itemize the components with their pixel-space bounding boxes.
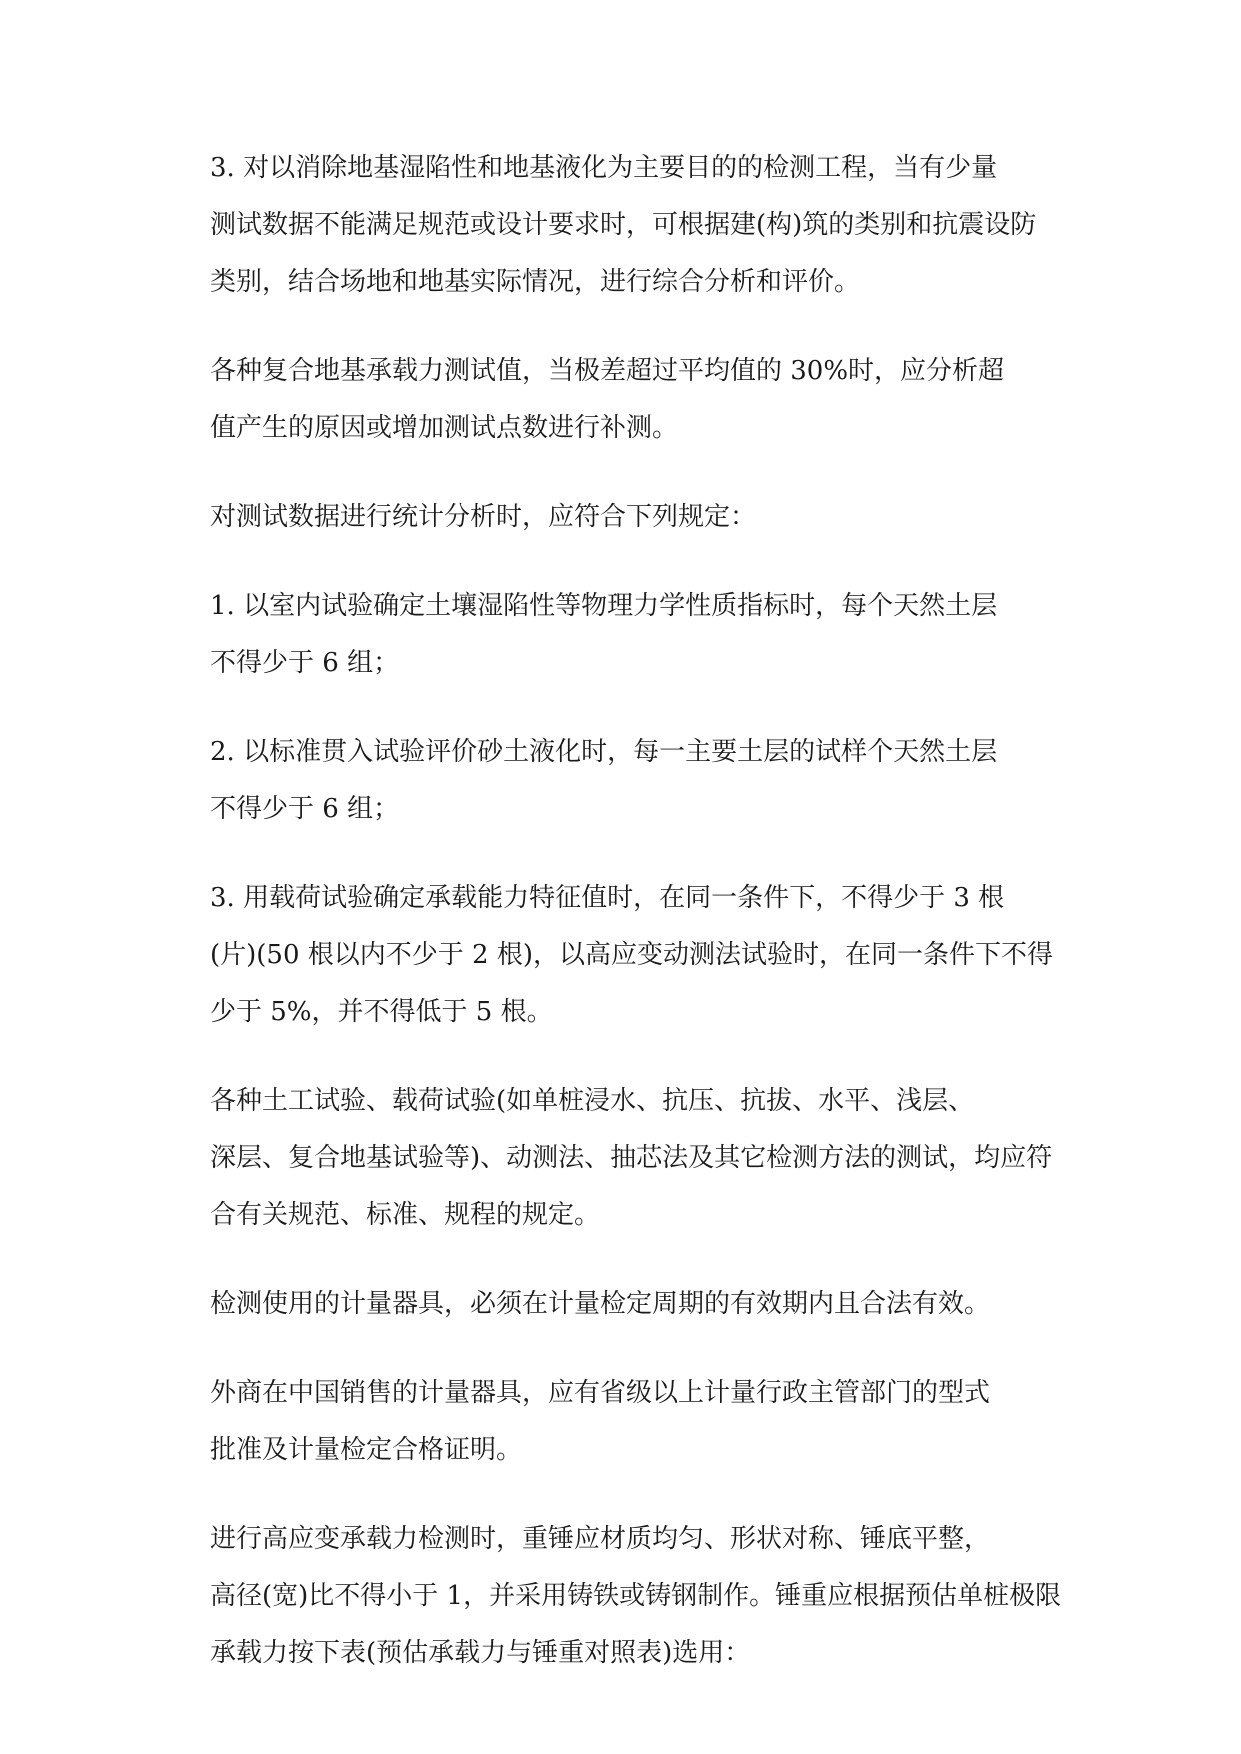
paragraph-line: 1. 以室内试验确定土壤湿陷性等物理力学性质指标时，每个天然土层: [210, 591, 998, 621]
paragraph: [154, 578, 1091, 692]
paragraph-line: 批准及计量检定合格证明。: [210, 1435, 523, 1465]
paragraph-line: 不得少于 6 组；: [210, 648, 400, 678]
paragraph: [154, 1276, 1091, 1333]
paragraph: [154, 1073, 1091, 1244]
paragraph-line: 各种复合地基承载力测试值，当极差超过平均值的 30%时，应分析超: [210, 356, 1005, 386]
paragraph-line: 承载力按下表(预估承载力与锤重对照表)选用：: [210, 1638, 751, 1668]
paragraph: [154, 140, 1091, 311]
paragraph-line: 2. 以标准贯入试验评价砂土液化时，每一主要土层的试样个天然土层: [210, 737, 998, 767]
paragraph: [154, 1365, 1091, 1479]
paragraph: [154, 489, 1091, 546]
paragraph-line: 3. 用载荷试验确定承载能力特征值时，在同一条件下，不得少于 3 根: [210, 883, 1005, 913]
paragraph-line: 进行高应变承载力检测时，重锤应材质均匀、形状对称、锤底平整，: [210, 1524, 991, 1554]
paragraph-line: 少于 5%，并不得低于 5 根。: [210, 997, 553, 1027]
paragraph-line: 各种土工试验、载荷试验(如单桩浸水、抗压、抗拔、水平、浅层、: [210, 1086, 975, 1116]
document-body: [154, 140, 1091, 1682]
paragraph-line: 值产生的原因或增加测试点数进行补测。: [210, 413, 679, 443]
paragraph-line: 测试数据不能满足规范或设计要求时，可根据建(构)筑的类别和抗震设防: [210, 210, 1037, 240]
paragraph: [154, 724, 1091, 838]
paragraph-line: 检测使用的计量器具，必须在计量检定周期的有效期内且合法有效。: [210, 1289, 991, 1319]
paragraph-line: (片)(50 根以内不少于 2 根)，以高应变动测法试验时，在同一条件下不得: [210, 940, 1053, 970]
paragraph-line: 类别，结合场地和地基实际情况，进行综合分析和评价。: [210, 267, 861, 297]
paragraph-line: 外商在中国销售的计量器具，应有省级以上计量行政主管部门的型式: [210, 1378, 991, 1408]
paragraph-line: 不得少于 6 组；: [210, 794, 400, 824]
paragraph: [154, 1511, 1091, 1682]
paragraph: [154, 343, 1091, 457]
paragraph-line: 对测试数据进行统计分析时，应符合下列规定：: [210, 502, 757, 532]
paragraph-line: 合有关规范、标准、规程的规定。: [210, 1200, 601, 1230]
paragraph-line: 3. 对以消除地基湿陷性和地基液化为主要目的的检测工程，当有少量: [210, 153, 998, 183]
paragraph-line: 深层、复合地基试验等)、动测法、抽芯法及其它检测方法的测试，均应符: [210, 1143, 1053, 1173]
paragraph-line: 高径(宽)比不得小于 1，并采用铸铁或铸钢制作。锤重应根据预估单桩极限: [210, 1581, 1062, 1611]
paragraph: [154, 870, 1091, 1041]
